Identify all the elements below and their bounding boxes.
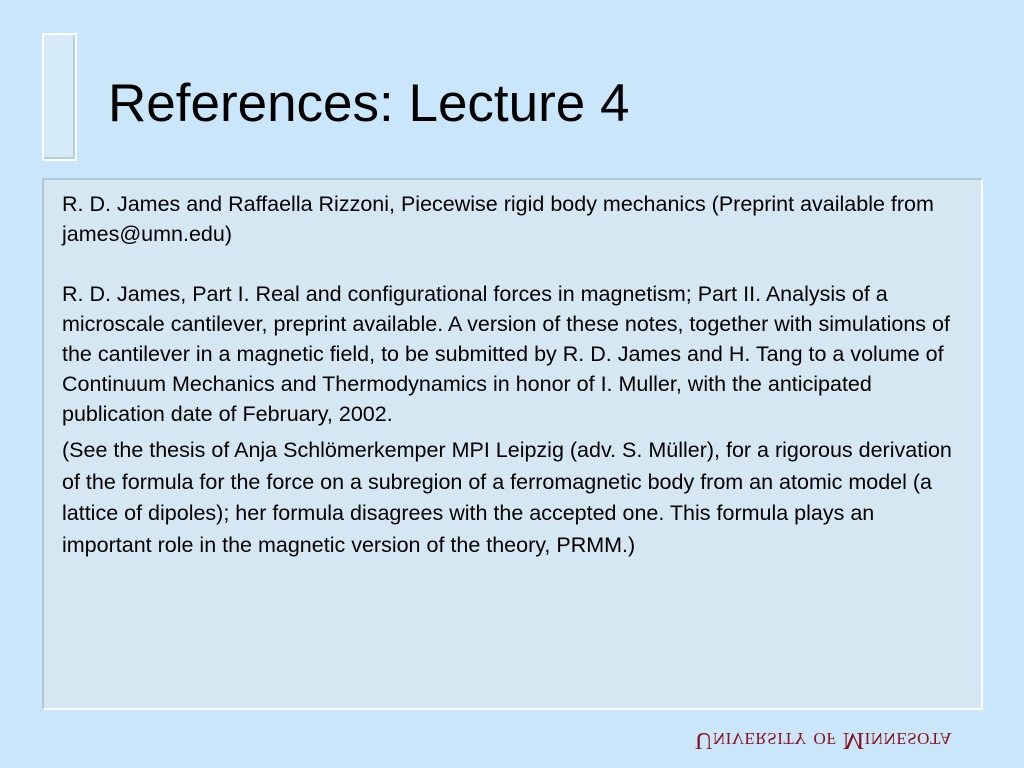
reference-item: R. D. James and Raffaella Rizzoni, Piecewise rigid body mechanics (Preprint available from james@umn.edu): [62, 192, 934, 246]
university-logo: University of Minnesota: [695, 727, 953, 753]
slide-title: References: Lecture 4: [108, 74, 630, 133]
reference-note: (See the thesis of Anja Schlömerkemper MPI Leipzig (adv. S. Müller), for a rigorous derivation of the formula for the force on a subregion of a ferromagnetic body from an atomic model (a lattice of dipoles); her formula disagrees with the accepted one. This formula plays an important role in the magnetic version of the theory, PRMM.): [62, 438, 952, 557]
reference-item: R. D. James, Part I. Real and configurational forces in magnetism; Part II. Analysis of a microscale cantilever, preprint available. A version of these notes, together with simulations of the cantilever in a magnetic field, to be submitted by R. D. James and H. Tang to a volume of Continuum Mechanics and Thermodynamics in honor of I. Muller, with the anticipated publication date of February, 2002.: [62, 282, 950, 426]
references-content-box: [42, 178, 983, 710]
title-accent-bar: [42, 33, 77, 161]
